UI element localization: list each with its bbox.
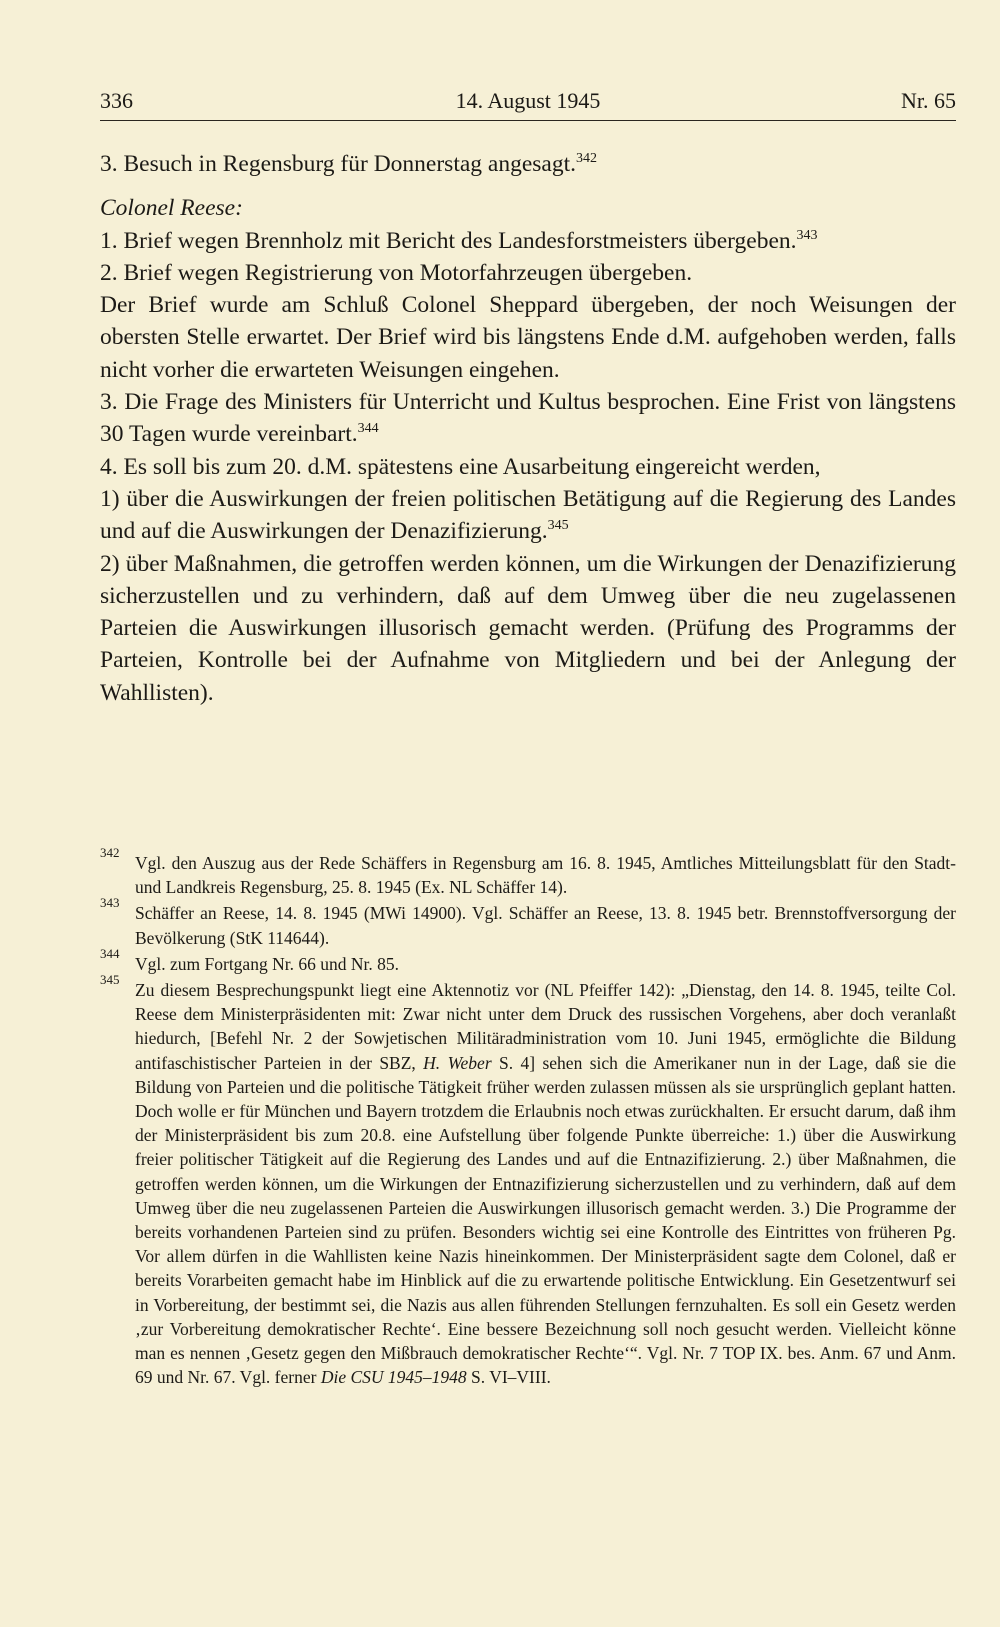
- footnote-text-part: S. VI–VIII.: [466, 1367, 551, 1388]
- footnote: [100, 845, 956, 899]
- header-rule: [100, 120, 956, 121]
- footnote: [100, 895, 956, 949]
- document-number: Nr. 65: [901, 88, 956, 113]
- footnote: [100, 945, 956, 976]
- paragraph: [100, 386, 956, 451]
- footnote-number: 344: [100, 945, 120, 961]
- paragraph: [100, 148, 956, 180]
- paragraph-text: 1) über die Auswirkungen der freien politischen Betätigung auf die Regierung des Landes und auf die Auswirkungen der Denazifizierung.: [100, 485, 956, 545]
- footnote-ref: 342: [576, 151, 597, 167]
- page-number: 336: [100, 88, 133, 113]
- footnote-ref: 344: [357, 421, 379, 437]
- footnote: [100, 972, 956, 1389]
- main-text: [100, 148, 956, 709]
- paragraph: 2. Brief wegen Registrierung von Motorfahrzeugen übergeben.: [100, 259, 693, 286]
- paragraph: 2) über Maßnahmen, die getroffen werden können, um die Wirkungen der Denazifizierung sicherzustellen und zu verhindern, daß auf dem Umweg über die neu zugelassenen Parteien die Auswirkungen illusorisch gemacht werden. (Prüfung des Programms der Parteien, Kontrolle bei der Aufnahme von Mitgliedern und bei der Anlegung der Wahllisten).: [100, 550, 956, 706]
- paragraph: 4. Es soll bis zum 20. d.M. spätestens eine Ausarbeitung eingereicht werden,: [100, 453, 821, 480]
- paragraph: [100, 225, 956, 257]
- header-date: 14. August 1945: [455, 88, 601, 113]
- section-heading: Colonel Reese:: [100, 195, 243, 222]
- paragraph-text: 3. Besuch in Regensburg für Donnerstag angesagt.: [100, 151, 576, 177]
- footnote-text: [135, 978, 956, 1389]
- paragraph: Der Brief wurde am Schluß Colonel Sheppard übergeben, der noch Weisungen der obersten Stelle erwartet. Der Brief wird bis längstens Ende d.M. aufgehoben werden, falls nicht vorher die erwarteten Weisungen eingehen.: [100, 292, 956, 383]
- footnote-number: 342: [100, 845, 120, 860]
- paragraph-text: 3. Die Frage des Ministers für Unterricht und Kultus besprochen. Eine Frist von längstens 30 Tagen wurde vereinbart.: [100, 389, 956, 448]
- footnote-text: Vgl. den Auszug aus der Rede Schäffers in Regensburg am 16. 8. 1945, Amtliches Mitteilungsblatt für den Stadt- und Landkreis Regensburg, 25. 8. 1945 (Ex. NL Schäffer 14).: [135, 853, 956, 898]
- footnote-number: 343: [100, 895, 120, 911]
- author-reference: H. Weber: [423, 1052, 492, 1073]
- footnote-number: 345: [100, 972, 120, 988]
- paragraph: [100, 483, 956, 548]
- book-title-reference: Die CSU 1945–1948: [320, 1367, 467, 1388]
- footnote-text-part: Zu diesem Besprechungspunkt liegt eine Aktennotiz vor (NL Pfeiffer 142): „Dienstag, den 14. 8. 1945, teilte Col. Reese dem Ministerpräsidenten mit: Zwar nicht unter dem Druck des russischen Vorgehens, aber doch veranlaßt hiedurch, [Befehl Nr. 2 der Sowjetischen Militäradministration vom 10. Juni 1945, ermöglichte die Bildung antifaschistischer Parteien in der SBZ,: [135, 980, 956, 1073]
- footnote-text-part: S. 4] sehen sich die Amerikaner nun in der Lage, daß sie die Bildung von Parteien und die politische Tätigkeit früher werden zulassen müssen als sie ursprünglich geplant hatten. Doch wolle er für München und Bayern trotzdem die Erlaubnis noch etwas zurückhalten. Er ersucht darum, daß ihm der Ministerpräsident bis zum 20.8. eine Aufstellung über folgende Punkte überreiche: 1.) über die Auswirkung freier politischer Tätigkeit auf die Regierung des Landes und auf die Entnazifizierung. 2.) über Maßnahmen, die getroffen werden können, um die Wirkungen der Entnazifizierung sicherzustellen und zu verhindern, daß auf dem Umweg über die neu zugelassenen Parteien die Auswirkungen illusorisch gemacht werden. 3.) Die Programme der bereits vorhandenen Parteien sind zu prüfen. Besonders wichtig sei eine Kontrolle des Eintrittes von früheren Pg. Vor allem dürfen in die Wahllisten keine Nazis hineinkommen. Der Ministerpräsident sagte dem Colonel, daß er bereits Vorarbeiten gemacht habe im Hinblick auf die zu erwartende politische Entwicklung. Ein Gesetzentwurf sei in Vorbereitung, der bestimmt sei, die Nazis aus allen führenden Stellungen fernzuhalten. Es soll ein Gesetz werden ‚zur Vorbereitung demokratischer Rechte‘. Eine bessere Bezeichnung soll noch gesucht werden. Vielleicht könne man es nennen ‚Gesetz gegen den Mißbrauch demokratischer Rechte‘“. Vgl. Nr. 7 TOP IX. bes. Anm. 67 und Anm. 69 und Nr. 67. Vgl. ferner: [135, 1052, 956, 1388]
- paragraph-text: 1. Brief wegen Brennholz mit Bericht des Landesforstmeisters übergeben.: [100, 227, 797, 254]
- footnotes: [100, 845, 956, 1391]
- footnote-ref: 343: [796, 227, 818, 243]
- running-header: [100, 88, 956, 120]
- footnote-ref: 345: [547, 518, 569, 534]
- footnote-text: Vgl. zum Fortgang Nr. 66 und Nr. 85.: [135, 953, 399, 974]
- footnote-text: Schäffer an Reese, 14. 8. 1945 (MWi 14900). Vgl. Schäffer an Reese, 13. 8. 1945 betr. Brennstoffversorgung der Bevölkerung (StK 114644).: [135, 903, 956, 948]
